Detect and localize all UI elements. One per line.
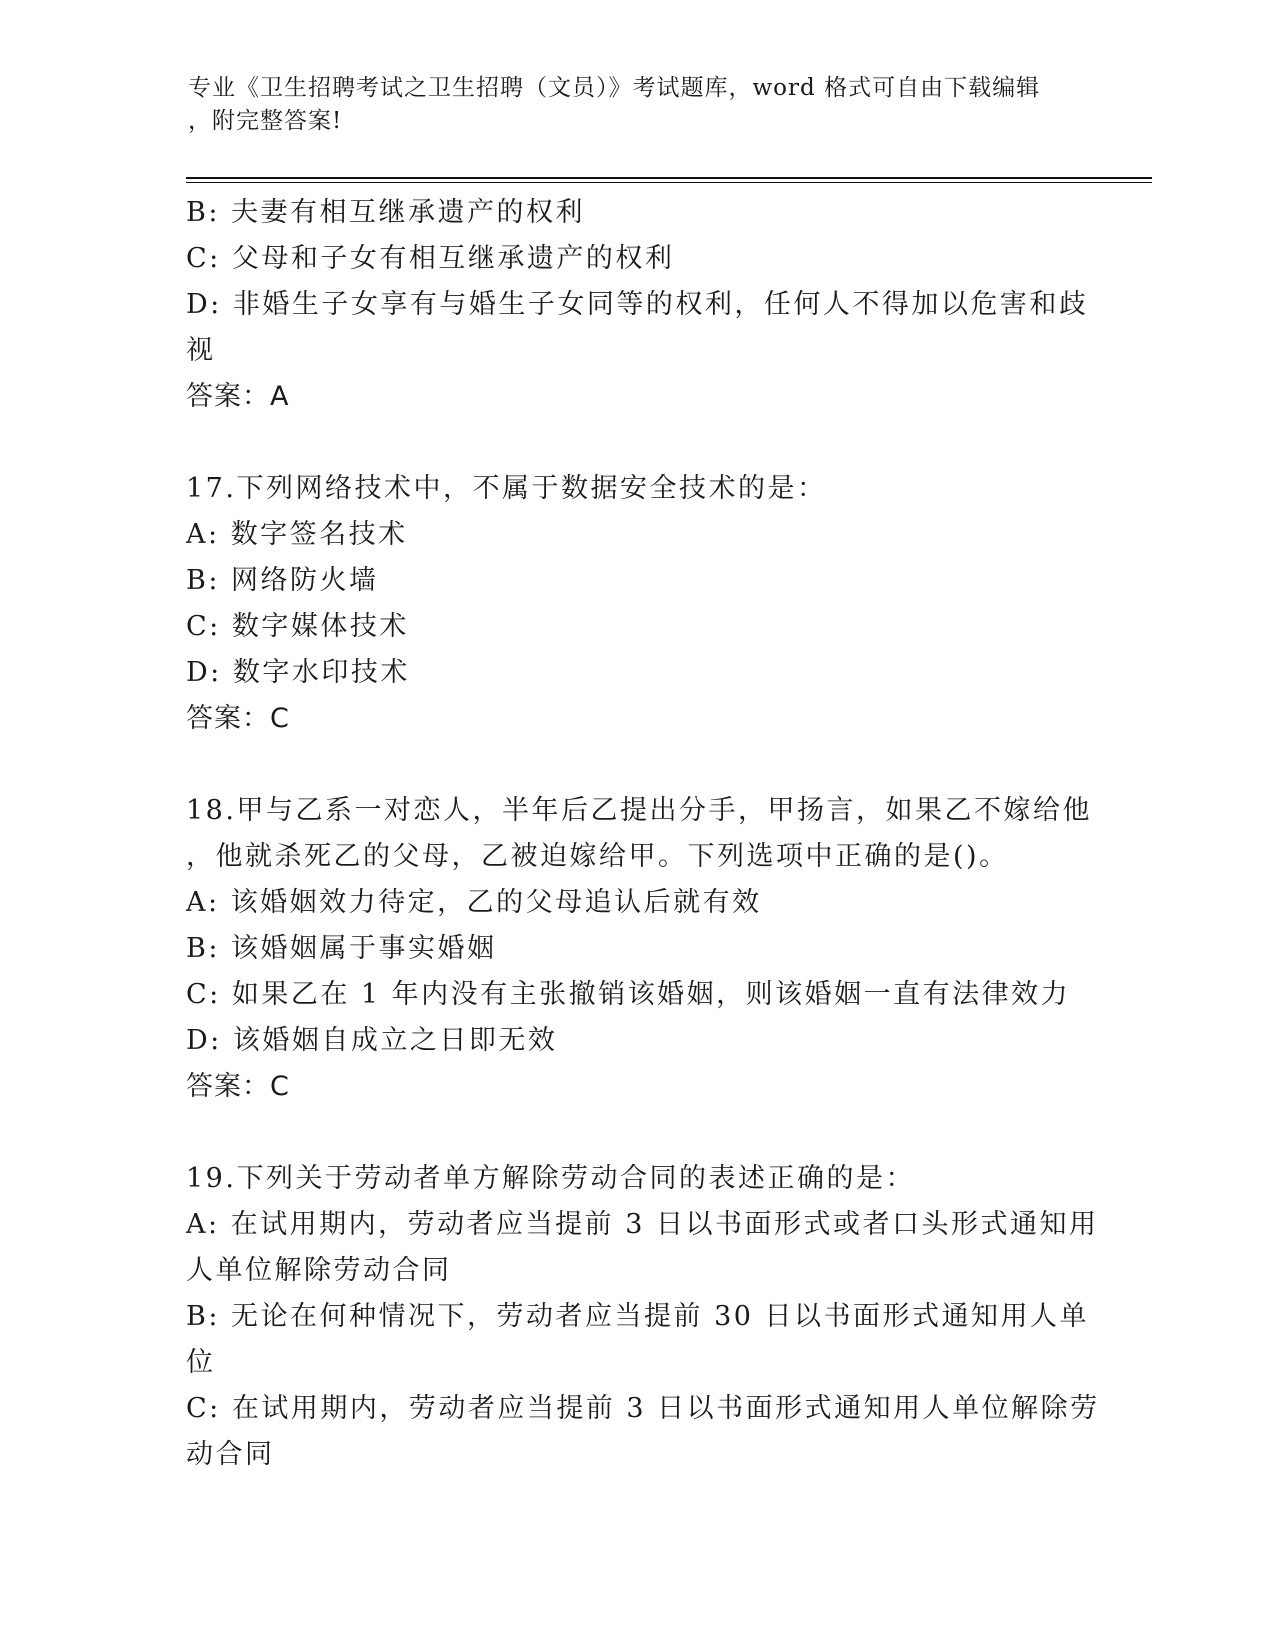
option-b-line-1: B: 无论在何种情况下，劳动者应当提前 30 日以书面形式通知用人单 (186, 1301, 1090, 1332)
header-title-line-1: 专业《卫生招聘考试之卫生招聘（文员）》考试题库，word 格式可自由下载编辑 (188, 75, 1041, 101)
option-c: C: 数字媒体技术 (186, 611, 409, 642)
option-b: B: 夫妻有相互继承遗产的权利 (186, 197, 586, 228)
option-b-line-2: 位 (186, 1347, 216, 1378)
option-c: C: 父母和子女有相互继承遗产的权利 (186, 243, 675, 274)
header-divider-bottom (186, 182, 1152, 183)
option-d-line-1: D: 非婚生子女享有与婚生子女同等的权利，任何人不得加以危害和歧 (186, 289, 1089, 320)
option-a: A: 数字签名技术 (186, 519, 408, 550)
question-text: 19.下列关于劳动者单方解除劳动合同的表述正确的是： (186, 1163, 915, 1194)
option-a: A: 该婚姻效力待定，乙的父母追认后就有效 (186, 887, 762, 918)
header-divider-top (186, 177, 1152, 179)
question-text-line-2: ，他就杀死乙的父母，乙被迫嫁给甲。下列选项中正确的是()。 (186, 841, 1009, 872)
option-c-line-2: 动合同 (186, 1439, 275, 1470)
option-b: B: 网络防火墙 (186, 565, 379, 596)
answer: 答案：C (186, 1071, 290, 1102)
spacer (186, 1110, 1086, 1156)
question-18 (186, 788, 1092, 1110)
question-17 (186, 466, 1086, 742)
option-d: D: 该婚姻自成立之日即无效 (186, 1025, 558, 1056)
option-d-line-2: 视 (186, 335, 216, 366)
option-c-line-1: C: 在试用期内，劳动者应当提前 3 日以书面形式通知用人单位解除劳 (186, 1393, 1100, 1424)
header-title-line-2: ，附完整答案! (188, 108, 343, 134)
question-text-line-1: 18.甲与乙系一对恋人，半年后乙提出分手，甲扬言，如果乙不嫁给他 (186, 795, 1092, 826)
document-header (188, 72, 1088, 138)
answer: 答案：A (186, 381, 290, 412)
option-b: B: 该婚姻属于事实婚姻 (186, 933, 497, 964)
spacer (186, 420, 1086, 466)
option-d: D: 数字水印技术 (186, 657, 410, 688)
question-19 (186, 1156, 1100, 1478)
question-text: 17.下列网络技术中，不属于数据安全技术的是： (186, 473, 827, 504)
option-a-line-1: A: 在试用期内，劳动者应当提前 3 日以书面形式或者口头形式通知用 (186, 1209, 1099, 1240)
question-list (186, 190, 1100, 1478)
option-c: C: 如果乙在 1 年内没有主张撤销该婚姻，则该婚姻一直有法律效力 (186, 979, 1071, 1010)
question-16-tail (186, 190, 1089, 420)
spacer (186, 742, 1086, 788)
option-a-line-2: 人单位解除劳动合同 (186, 1255, 452, 1286)
answer: 答案：C (186, 703, 290, 734)
